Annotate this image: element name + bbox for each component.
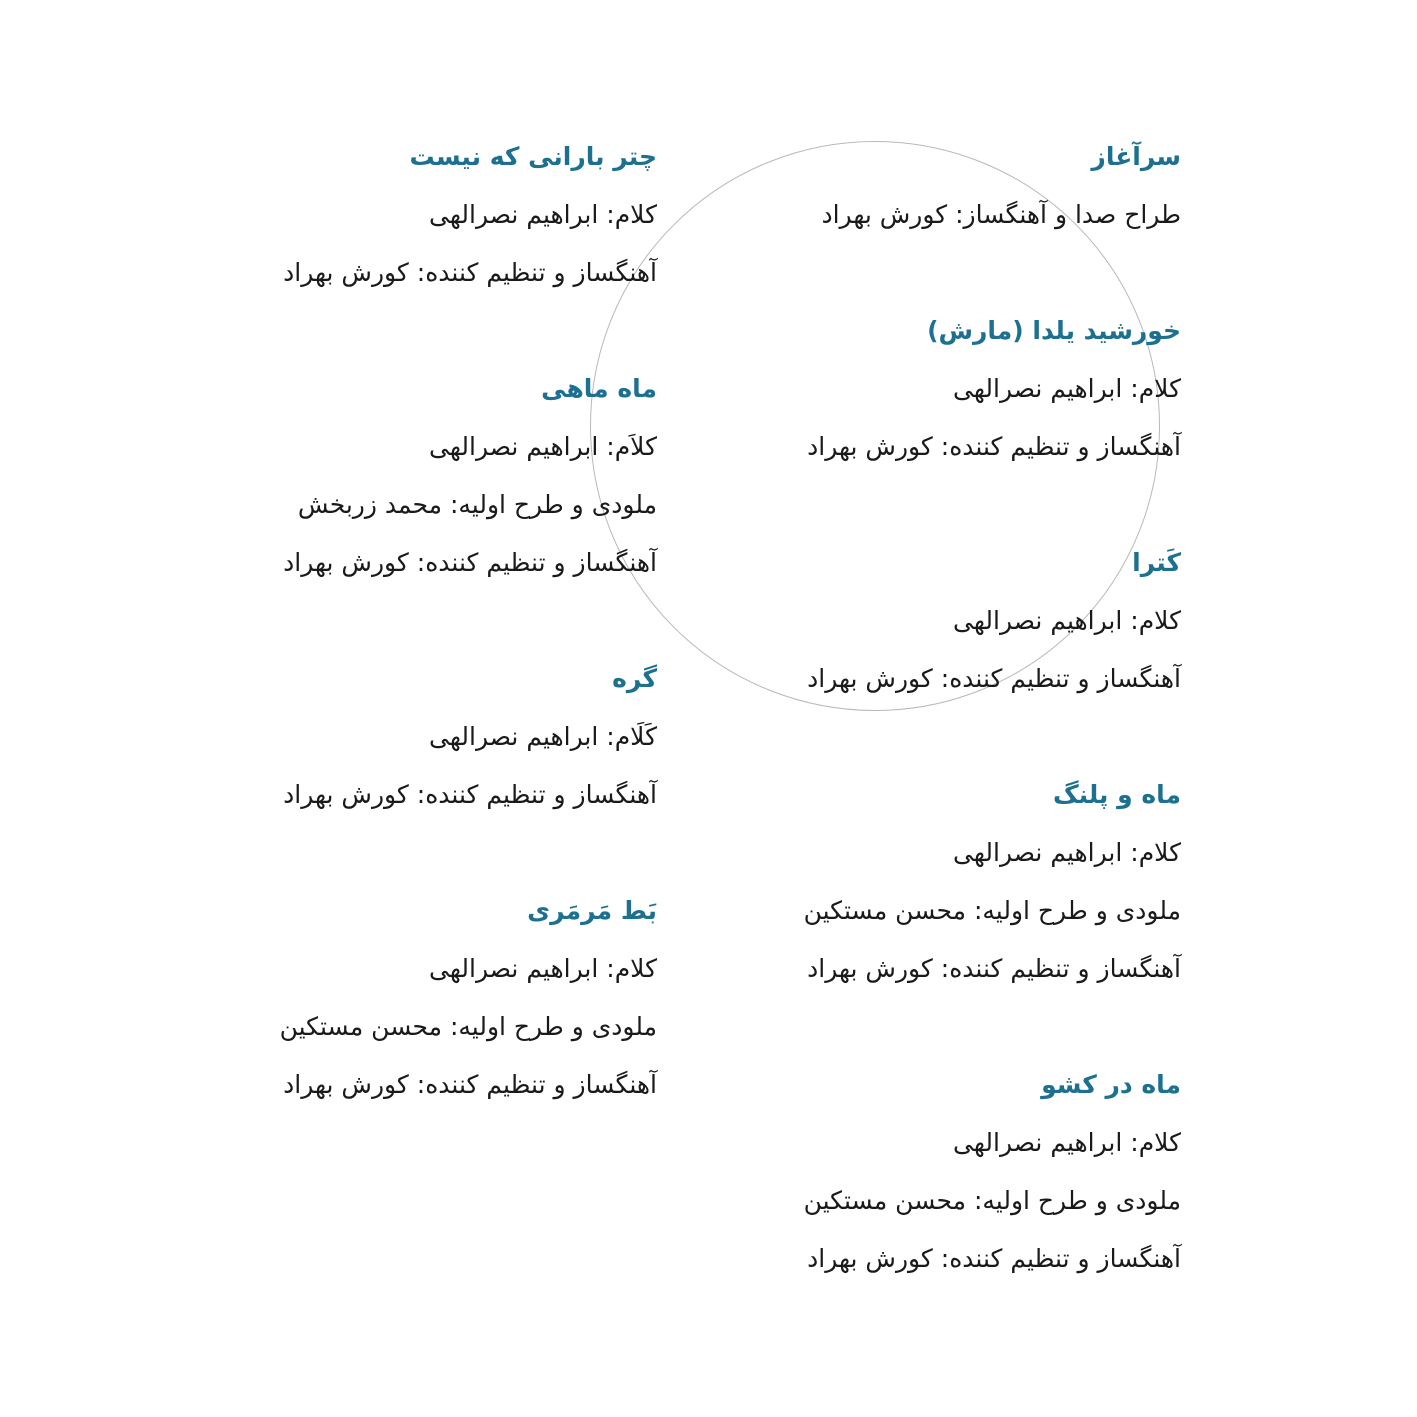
- credit-line: آهنگساز و تنظیم کننده: کورش بهراد: [283, 1070, 657, 1099]
- song-block: [217, 650, 657, 824]
- song-block: [741, 534, 1181, 708]
- song-title: گره: [612, 664, 657, 693]
- credit-line: کلام: ابراهیم نصرالهی: [953, 838, 1181, 867]
- right-column: [741, 128, 1181, 1288]
- song-title: چتر بارانی که نیست: [409, 142, 657, 171]
- credit-line: کلام: ابراهیم نصرالهی: [953, 374, 1181, 403]
- song-block: [217, 360, 657, 592]
- song-title: خورشید یلدا (مارش): [927, 316, 1181, 345]
- credit-line: آهنگساز و تنظیم کننده: کورش بهراد: [807, 664, 1181, 693]
- credit-line: طراح صدا و آهنگساز: کورش بهراد: [821, 200, 1181, 229]
- song-title: کَترا: [1132, 548, 1181, 577]
- song-title: سرآغاز: [1091, 142, 1181, 171]
- credit-line: آهنگساز و تنظیم کننده: کورش بهراد: [807, 1244, 1181, 1273]
- spacer: [217, 824, 657, 882]
- credit-line: آهنگساز و تنظیم کننده: کورش بهراد: [283, 548, 657, 577]
- spacer: [741, 708, 1181, 766]
- credit-line: آهنگساز و تنظیم کننده: کورش بهراد: [807, 954, 1181, 983]
- song-title: ماه در کشو: [1041, 1070, 1181, 1099]
- credit-line: کلاَم: ابراهیم نصرالهی: [429, 432, 657, 461]
- spacer: [217, 592, 657, 650]
- credit-line: ملودی و طرح اولیه: محمد زربخش: [297, 490, 657, 519]
- song-title: ماه و پلنگ: [1053, 780, 1181, 809]
- credit-line: کلام: ابراهیم نصرالهی: [429, 200, 657, 229]
- song-title: بَط مَرمَری: [527, 896, 657, 925]
- credit-line: ملودی و طرح اولیه: محسن مستکین: [803, 896, 1181, 925]
- credit-line: کلام: ابراهیم نصرالهی: [953, 1128, 1181, 1157]
- song-block: [741, 1056, 1181, 1288]
- song-block: [217, 882, 657, 1114]
- credit-line: آهنگساز و تنظیم کننده: کورش بهراد: [283, 780, 657, 809]
- credit-line: آهنگساز و تنظیم کننده: کورش بهراد: [807, 432, 1181, 461]
- song-title: ماه ماهی: [541, 374, 657, 403]
- spacer: [741, 476, 1181, 534]
- song-block: [741, 766, 1181, 998]
- credit-line: کلام: ابراهیم نصرالهی: [429, 954, 657, 983]
- credit-line: کلام: ابراهیم نصرالهی: [953, 606, 1181, 635]
- credit-line: آهنگساز و تنظیم کننده: کورش بهراد: [283, 258, 657, 287]
- song-block: [217, 128, 657, 302]
- credit-line: ملودی و طرح اولیه: محسن مستکین: [279, 1012, 657, 1041]
- credit-line: ملودی و طرح اولیه: محسن مستکین: [803, 1186, 1181, 1215]
- song-block: [741, 128, 1181, 244]
- spacer: [741, 998, 1181, 1056]
- credit-line: کَلَام: ابراهیم نصرالهی: [429, 722, 657, 751]
- spacer: [741, 244, 1181, 302]
- left-column: [217, 128, 657, 1114]
- song-block: [741, 302, 1181, 476]
- spacer: [217, 302, 657, 360]
